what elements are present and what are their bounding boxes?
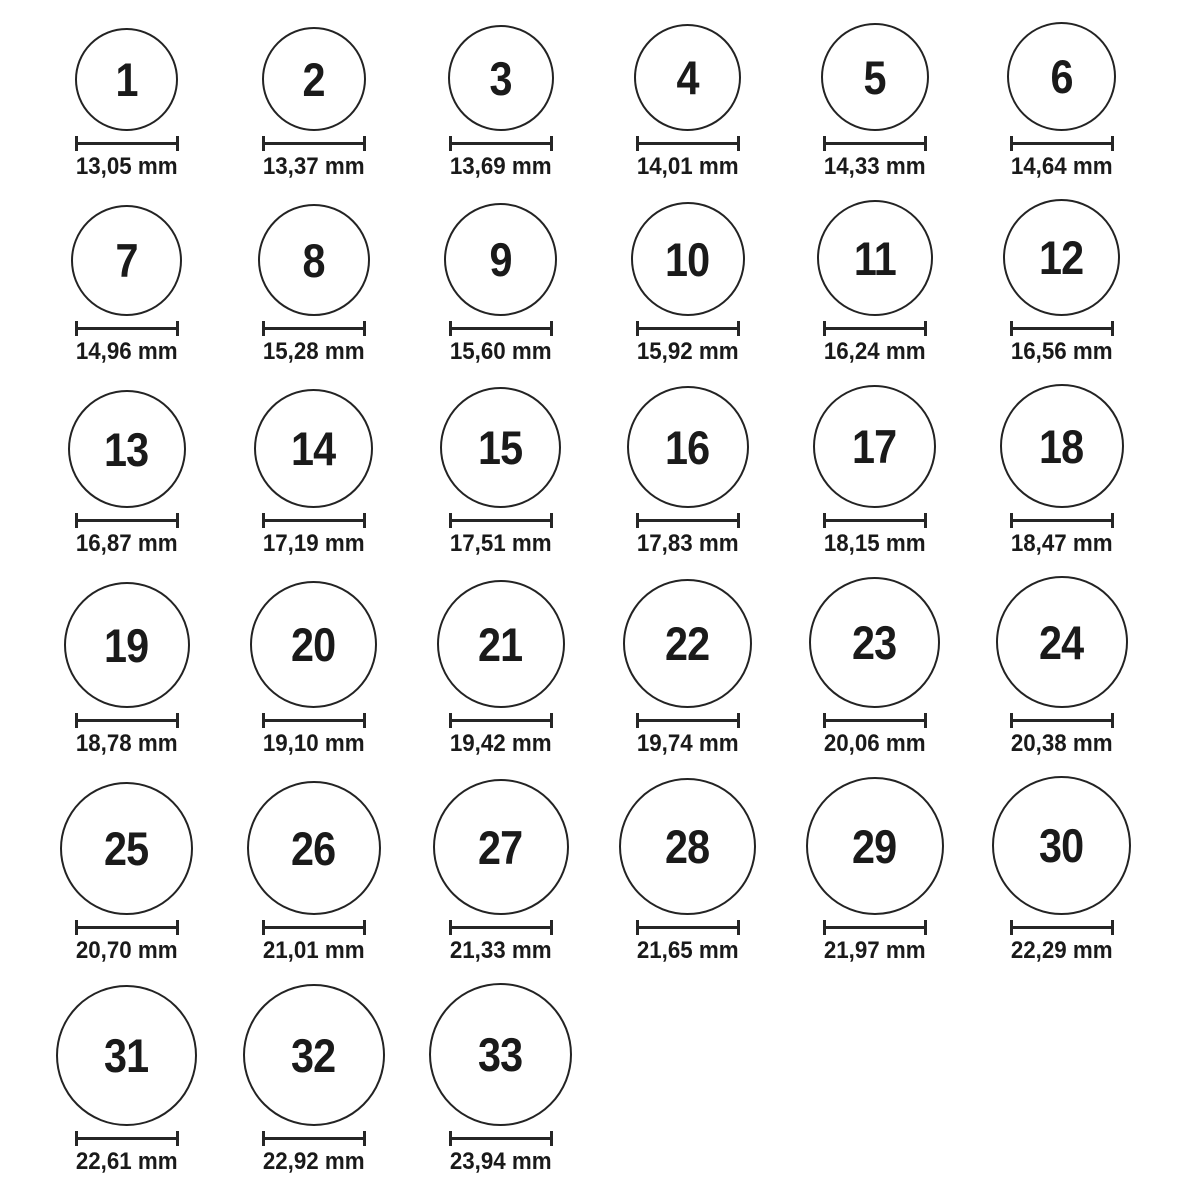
ring-circle — [634, 24, 741, 131]
ring-size-number: 9 — [489, 233, 512, 286]
ring-item-18 — [968, 384, 1155, 556]
diameter-measure-line — [636, 136, 740, 151]
diameter-measure-line — [823, 920, 927, 935]
ring-circle — [631, 202, 745, 316]
ring-size-number: 24 — [1039, 615, 1084, 669]
diameter-label: 18,47 mm — [1010, 530, 1113, 557]
ring-size-number: 28 — [665, 820, 710, 873]
ring-circle — [68, 390, 186, 508]
diameter-measure-line — [262, 513, 366, 528]
measure-bar — [265, 327, 363, 330]
diameter-label: 15,28 mm — [262, 338, 365, 365]
diameter-measure-line — [75, 513, 179, 528]
measure-bar — [78, 519, 176, 522]
measure-right-tick — [1111, 513, 1114, 528]
ring-circle — [60, 782, 193, 915]
measure-right-tick — [1111, 920, 1114, 935]
diameter-label: 17,19 mm — [262, 530, 365, 557]
chart-row — [33, 776, 1200, 963]
ring-size-number: 3 — [489, 51, 512, 105]
diameter-measure-line — [262, 1131, 366, 1146]
ring-item-20 — [220, 581, 407, 756]
ring-size-number: 26 — [291, 821, 336, 875]
measure-right-tick — [550, 713, 553, 728]
diameter-label: 21,33 mm — [449, 937, 552, 964]
measure-bar — [452, 719, 550, 722]
measure-right-tick — [924, 920, 927, 935]
ring-circle — [1007, 22, 1116, 131]
ring-circle — [1000, 384, 1124, 508]
ring-size-number: 4 — [676, 51, 699, 104]
diameter-label: 14,96 mm — [75, 338, 178, 365]
diameter-label: 23,94 mm — [449, 1148, 552, 1175]
ring-circle — [56, 985, 197, 1126]
ring-size-number: 20 — [291, 618, 336, 671]
measure-bar — [265, 142, 363, 145]
ring-item-13 — [33, 390, 220, 556]
ring-item-14 — [220, 389, 407, 556]
ring-item-12 — [968, 199, 1155, 364]
ring-item-7 — [33, 205, 220, 364]
ring-circle — [262, 27, 366, 131]
diameter-measure-line — [823, 321, 927, 336]
measure-bar — [826, 719, 924, 722]
ring-size-number: 22 — [665, 617, 710, 670]
measure-right-tick — [363, 713, 366, 728]
measure-bar — [826, 327, 924, 330]
ring-circle — [444, 203, 557, 316]
diameter-label: 13,37 mm — [262, 153, 365, 180]
ring-size-number: 5 — [863, 50, 886, 104]
diameter-measure-line — [75, 136, 179, 151]
ring-size-number: 25 — [104, 822, 149, 875]
ring-size-number: 29 — [852, 819, 897, 873]
ring-item-10 — [594, 202, 781, 364]
measure-right-tick — [363, 136, 366, 151]
measure-right-tick — [550, 1131, 553, 1146]
diameter-label: 22,29 mm — [1010, 937, 1113, 964]
ring-circle — [429, 983, 572, 1126]
ring-circle — [250, 581, 377, 708]
diameter-measure-line — [75, 1131, 179, 1146]
measure-bar — [78, 142, 176, 145]
measure-right-tick — [737, 713, 740, 728]
ring-circle — [243, 984, 385, 1126]
diameter-measure-line — [449, 1131, 553, 1146]
ring-item-25 — [33, 782, 220, 963]
chart-row — [33, 199, 1200, 364]
diameter-label: 16,87 mm — [75, 530, 178, 557]
measure-right-tick — [550, 136, 553, 151]
ring-circle — [809, 577, 940, 708]
ring-circle — [1003, 199, 1120, 316]
ring-circle — [817, 200, 933, 316]
ring-item-11 — [781, 200, 968, 364]
ring-size-number: 18 — [1039, 419, 1084, 473]
diameter-label: 21,65 mm — [636, 937, 739, 964]
measure-right-tick — [176, 513, 179, 528]
ring-size-number: 27 — [478, 820, 523, 874]
measure-bar — [826, 142, 924, 145]
ring-item-8 — [220, 204, 407, 364]
ring-circle — [627, 386, 749, 508]
measure-bar — [78, 327, 176, 330]
diameter-measure-line — [262, 136, 366, 151]
measure-right-tick — [1111, 136, 1114, 151]
measure-bar — [639, 142, 737, 145]
diameter-measure-line — [449, 713, 553, 728]
ring-circle — [247, 781, 381, 915]
measure-right-tick — [176, 713, 179, 728]
ring-item-4 — [594, 24, 781, 179]
measure-right-tick — [550, 321, 553, 336]
measure-right-tick — [176, 136, 179, 151]
diameter-measure-line — [1010, 136, 1114, 151]
diameter-measure-line — [1010, 513, 1114, 528]
diameter-label: 15,60 mm — [449, 338, 552, 365]
diameter-label: 22,61 mm — [75, 1148, 178, 1175]
ring-circle — [813, 385, 936, 508]
measure-bar — [452, 519, 550, 522]
chart-row — [33, 576, 1200, 756]
chart-row — [33, 983, 1200, 1174]
diameter-measure-line — [636, 920, 740, 935]
ring-item-29 — [781, 777, 968, 963]
diameter-measure-line — [1010, 321, 1114, 336]
diameter-measure-line — [823, 136, 927, 151]
ring-item-22 — [594, 579, 781, 756]
measure-bar — [1013, 142, 1111, 145]
ring-circle — [992, 776, 1131, 915]
measure-right-tick — [363, 920, 366, 935]
ring-size-number: 16 — [665, 420, 710, 474]
diameter-measure-line — [823, 513, 927, 528]
diameter-label: 16,56 mm — [1010, 338, 1113, 365]
diameter-label: 18,78 mm — [75, 730, 178, 757]
ring-item-23 — [781, 577, 968, 756]
ring-size-number: 31 — [104, 1029, 149, 1082]
chart-row — [33, 384, 1200, 556]
ring-circle — [258, 204, 370, 316]
ring-item-2 — [220, 27, 407, 179]
ring-circle — [623, 579, 752, 708]
diameter-measure-line — [1010, 920, 1114, 935]
diameter-label: 21,01 mm — [262, 937, 365, 964]
ring-size-number: 17 — [852, 420, 897, 473]
diameter-label: 20,70 mm — [75, 937, 178, 964]
ring-circle — [75, 28, 178, 131]
diameter-label: 20,38 mm — [1010, 730, 1113, 757]
ring-item-1 — [33, 28, 220, 179]
measure-right-tick — [363, 513, 366, 528]
diameter-label: 22,92 mm — [262, 1148, 365, 1175]
measure-right-tick — [1111, 713, 1114, 728]
ring-circle — [619, 778, 756, 915]
measure-right-tick — [924, 136, 927, 151]
diameter-measure-line — [1010, 713, 1114, 728]
measure-bar — [265, 719, 363, 722]
ring-item-5 — [781, 23, 968, 179]
ring-size-number: 19 — [104, 618, 149, 672]
diameter-measure-line — [449, 321, 553, 336]
diameter-label: 14,33 mm — [823, 153, 926, 180]
ring-size-number: 7 — [115, 234, 138, 287]
diameter-label: 17,83 mm — [636, 530, 739, 557]
diameter-label: 13,05 mm — [75, 153, 178, 180]
measure-bar — [1013, 327, 1111, 330]
ring-size-number: 12 — [1039, 231, 1084, 284]
ring-item-16 — [594, 386, 781, 556]
measure-bar — [265, 519, 363, 522]
ring-size-number: 11 — [853, 231, 896, 285]
ring-circle — [71, 205, 182, 316]
ring-item-24 — [968, 576, 1155, 756]
ring-item-3 — [407, 25, 594, 179]
measure-right-tick — [737, 136, 740, 151]
measure-right-tick — [924, 513, 927, 528]
ring-item-9 — [407, 203, 594, 364]
diameter-measure-line — [262, 920, 366, 935]
diameter-measure-line — [262, 713, 366, 728]
measure-bar — [452, 1137, 550, 1140]
diameter-measure-line — [636, 321, 740, 336]
measure-bar — [639, 719, 737, 722]
measure-right-tick — [924, 321, 927, 336]
ring-size-number: 1 — [115, 53, 138, 106]
measure-bar — [452, 327, 550, 330]
ring-item-26 — [220, 781, 407, 963]
measure-right-tick — [924, 713, 927, 728]
diameter-measure-line — [75, 713, 179, 728]
ring-circle — [806, 777, 944, 915]
measure-right-tick — [176, 1131, 179, 1146]
ring-circle — [996, 576, 1128, 708]
ring-size-number: 21 — [478, 617, 523, 671]
measure-bar — [1013, 719, 1111, 722]
diameter-label: 19,42 mm — [449, 730, 552, 757]
measure-right-tick — [550, 513, 553, 528]
ring-size-number: 23 — [852, 616, 897, 669]
measure-bar — [265, 926, 363, 929]
measure-right-tick — [176, 920, 179, 935]
measure-bar — [452, 926, 550, 929]
diameter-label: 14,64 mm — [1010, 153, 1113, 180]
measure-right-tick — [363, 1131, 366, 1146]
diameter-measure-line — [262, 321, 366, 336]
ring-circle — [821, 23, 929, 131]
diameter-label: 18,15 mm — [823, 530, 926, 557]
ring-size-number: 2 — [302, 52, 325, 106]
ring-item-28 — [594, 778, 781, 963]
ring-size-number: 30 — [1039, 819, 1084, 872]
measure-right-tick — [550, 920, 553, 935]
measure-bar — [1013, 519, 1111, 522]
measure-bar — [639, 327, 737, 330]
ring-item-15 — [407, 387, 594, 556]
ring-circle — [437, 580, 565, 708]
measure-bar — [78, 719, 176, 722]
diameter-label: 19,10 mm — [262, 730, 365, 757]
diameter-measure-line — [636, 513, 740, 528]
measure-bar — [1013, 926, 1111, 929]
ring-item-6 — [968, 22, 1155, 179]
ring-size-number: 32 — [291, 1028, 336, 1082]
diameter-label: 21,97 mm — [823, 937, 926, 964]
measure-bar — [639, 519, 737, 522]
ring-size-number: 13 — [104, 422, 149, 476]
measure-bar — [826, 926, 924, 929]
measure-bar — [78, 1137, 176, 1140]
measure-right-tick — [176, 321, 179, 336]
ring-size-number: 8 — [302, 233, 325, 287]
diameter-measure-line — [75, 321, 179, 336]
diameter-label: 13,69 mm — [449, 153, 552, 180]
diameter-measure-line — [636, 713, 740, 728]
measure-bar — [639, 926, 737, 929]
diameter-measure-line — [75, 920, 179, 935]
ring-item-27 — [407, 779, 594, 963]
ring-circle — [448, 25, 554, 131]
measure-right-tick — [737, 513, 740, 528]
ring-size-number: 6 — [1050, 50, 1073, 103]
ring-item-31 — [33, 985, 220, 1174]
ring-circle — [433, 779, 569, 915]
diameter-label: 19,74 mm — [636, 730, 739, 757]
diameter-label: 16,24 mm — [823, 338, 926, 365]
ring-item-30 — [968, 776, 1155, 963]
ring-item-33 — [407, 983, 594, 1174]
measure-bar — [265, 1137, 363, 1140]
diameter-label: 17,51 mm — [449, 530, 552, 557]
measure-bar — [452, 142, 550, 145]
diameter-label: 20,06 mm — [823, 730, 926, 757]
ring-circle — [254, 389, 373, 508]
measure-bar — [78, 926, 176, 929]
ring-item-32 — [220, 984, 407, 1174]
diameter-measure-line — [823, 713, 927, 728]
diameter-label: 14,01 mm — [636, 153, 739, 180]
ring-item-17 — [781, 385, 968, 556]
ring-size-number: 33 — [478, 1028, 523, 1081]
diameter-measure-line — [449, 920, 553, 935]
ring-circle — [440, 387, 561, 508]
ring-size-number: 10 — [665, 232, 710, 286]
measure-right-tick — [737, 321, 740, 336]
ring-circle — [64, 582, 190, 708]
ring-item-19 — [33, 582, 220, 756]
measure-right-tick — [737, 920, 740, 935]
measure-right-tick — [1111, 321, 1114, 336]
diameter-measure-line — [449, 513, 553, 528]
measure-right-tick — [363, 321, 366, 336]
ring-item-21 — [407, 580, 594, 756]
ring-size-number: 15 — [478, 421, 523, 474]
measure-bar — [826, 519, 924, 522]
ring-size-number: 14 — [291, 422, 336, 475]
chart-row — [33, 22, 1200, 179]
diameter-measure-line — [449, 136, 553, 151]
diameter-label: 15,92 mm — [636, 338, 739, 365]
